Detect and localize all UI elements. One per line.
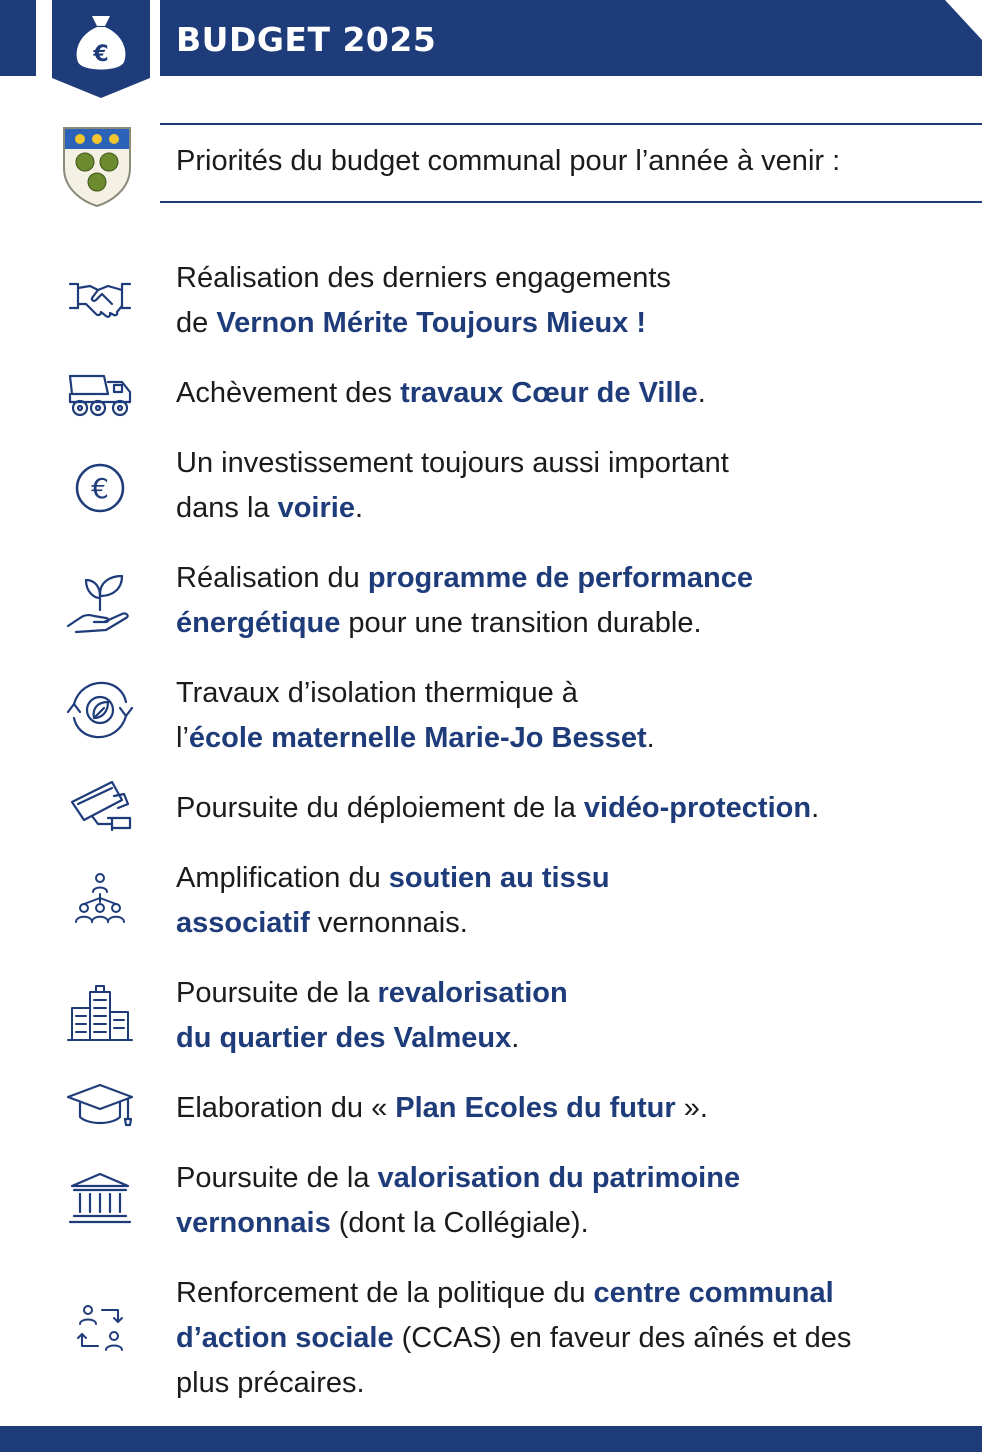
- item-text-run: Réalisation du: [176, 562, 368, 594]
- item-text-run: Amplification du: [176, 862, 389, 894]
- item-text-run: de: [176, 307, 217, 339]
- priority-item-6: [176, 786, 966, 831]
- item-text-run: ».: [675, 1092, 708, 1124]
- highlighted-text: travaux Cœur de Ville: [400, 377, 698, 409]
- highlighted-text: revalorisation: [377, 977, 568, 1009]
- item-text-run: Renforcement de la politique du: [176, 1277, 594, 1309]
- priority-item-11: [176, 1271, 966, 1406]
- item-text-run: dans la: [176, 492, 278, 524]
- highlighted-text: vidéo-protection: [583, 792, 812, 824]
- priority-item-2: [176, 371, 966, 416]
- graduation-cap-icon: [64, 1077, 136, 1141]
- item-text-run: .: [646, 722, 655, 754]
- item-text-run: Achèvement des: [176, 377, 401, 409]
- priority-item-3: [176, 441, 966, 531]
- page-title: BUDGET 2025: [176, 20, 437, 59]
- priority-item-10: [176, 1156, 966, 1246]
- item-text-run: plus précaires.: [176, 1367, 365, 1399]
- highlighted-text: voirie: [277, 492, 355, 524]
- leaf-recycle-icon: [64, 678, 136, 742]
- top-divider: [160, 123, 982, 125]
- hand-plant-icon: [64, 570, 136, 634]
- item-text-run: Réalisation des derniers engagements: [176, 262, 671, 294]
- dump-truck-icon: [64, 362, 136, 426]
- museum-icon: [64, 1168, 136, 1232]
- highlighted-text: Vernon Mérite Toujours Mieux !: [216, 307, 647, 339]
- highlighted-text: Plan Ecoles du futur: [395, 1092, 676, 1124]
- euro-coin-icon: [64, 456, 136, 520]
- item-text-run: pour une transition durable.: [340, 607, 702, 639]
- item-text-run: Poursuite de la: [176, 977, 378, 1009]
- people-exchange-icon: [64, 1300, 136, 1364]
- svg-text:€: €: [93, 42, 109, 67]
- item-text-run: .: [811, 792, 820, 824]
- item-text-run: Poursuite de la: [176, 1162, 378, 1194]
- item-text-run: (CCAS) en faveur des aînés et des: [393, 1322, 852, 1354]
- highlighted-text: associatif: [176, 907, 310, 939]
- footer-bar: [0, 1426, 982, 1452]
- item-text-run: Elaboration du «: [176, 1092, 396, 1124]
- town-crest-icon: [60, 124, 134, 208]
- highlighted-text: centre communal: [593, 1277, 834, 1309]
- item-text-run: .: [697, 377, 706, 409]
- item-text-run: (dont la Collégiale).: [330, 1207, 589, 1239]
- priority-item-5: [176, 671, 966, 761]
- people-network-icon: [64, 870, 136, 934]
- buildings-icon: [64, 982, 136, 1046]
- highlighted-text: du quartier des Valmeux: [176, 1022, 512, 1054]
- highlighted-text: d’action sociale: [176, 1322, 394, 1354]
- item-text-run: Poursuite du déploiement de la: [176, 792, 584, 824]
- highlighted-text: programme de performance: [367, 562, 754, 594]
- item-text-run: Un investissement toujours aussi important: [176, 447, 729, 479]
- money-bag-badge: [48, 0, 154, 100]
- highlighted-text: soutien au tissu: [388, 862, 610, 894]
- item-text-run: vernonnais.: [309, 907, 468, 939]
- item-text-run: .: [511, 1022, 520, 1054]
- svg-text:€: €: [91, 472, 109, 505]
- highlighted-text: vernonnais: [176, 1207, 331, 1239]
- highlighted-text: énergétique: [176, 607, 341, 639]
- priority-item-9: [176, 1086, 966, 1131]
- priority-item-1: [176, 256, 966, 346]
- item-text-run: Travaux d’isolation thermique à: [176, 677, 578, 709]
- item-text-run: .: [354, 492, 364, 524]
- highlighted-text: école maternelle Marie-Jo Besset: [188, 722, 647, 754]
- security-camera-icon: [64, 774, 136, 838]
- intro-text: Priorités du budget communal pour l’année à venir :: [176, 145, 841, 177]
- highlighted-text: valorisation du patrimoine: [377, 1162, 741, 1194]
- bottom-divider: [160, 201, 982, 203]
- priority-item-7: [176, 856, 966, 946]
- priority-item-4: [176, 556, 966, 646]
- handshake-icon: [64, 268, 136, 332]
- item-text-run: l’: [176, 722, 189, 754]
- priority-item-8: [176, 971, 966, 1061]
